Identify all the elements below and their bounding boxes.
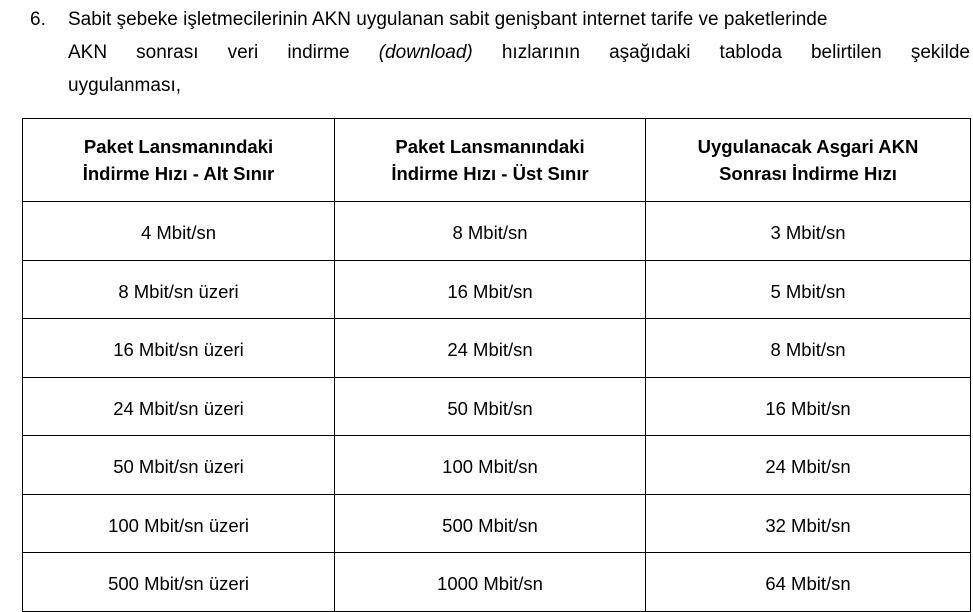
cell-upper-limit: 8 Mbit/sn <box>335 202 646 261</box>
paragraph-text-line-2-start: AKN sonrası veri indirme <box>68 42 350 63</box>
cell-min-speed: 5 Mbit/sn <box>646 260 971 319</box>
header-upper-limit <box>335 119 646 202</box>
header-upper-limit-line-2: İndirme Hızı - Üst Sınır <box>391 163 589 184</box>
paragraph-italic-term: (download) <box>378 42 473 63</box>
paragraph-line-2 <box>30 36 970 69</box>
cell-min-speed: 24 Mbit/sn <box>646 436 971 495</box>
cell-upper-limit: 24 Mbit/sn <box>335 319 646 378</box>
table-row <box>23 553 971 612</box>
table-row <box>23 494 971 553</box>
paragraph-text-line-2 <box>68 36 970 69</box>
header-lower-limit-line-1: Paket Lansmanındaki <box>83 136 274 157</box>
item-number: 6. <box>30 9 46 30</box>
table-header-row <box>23 119 971 202</box>
table-row <box>23 260 971 319</box>
cell-lower-limit: 24 Mbit/sn üzeri <box>23 377 335 436</box>
table-row <box>23 319 971 378</box>
cell-min-speed: 64 Mbit/sn <box>646 553 971 612</box>
paragraph-text-line-2-end: hızlarının aşağıdaki tabloda belirtilen şekilde <box>501 42 971 63</box>
cell-lower-limit: 100 Mbit/sn üzeri <box>23 494 335 553</box>
header-min-speed-line-1: Uygulanacak Asgari AKN <box>697 136 919 157</box>
header-min-speed <box>646 119 971 202</box>
cell-upper-limit: 1000 Mbit/sn <box>335 553 646 612</box>
cell-lower-limit: 500 Mbit/sn üzeri <box>23 553 335 612</box>
paragraph-text-line-3: uygulanması, <box>68 75 182 96</box>
header-lower-limit <box>23 119 335 202</box>
header-min-speed-line-2: Sonrası İndirme Hızı <box>719 163 897 184</box>
paragraph-line-1 <box>30 3 970 36</box>
paragraph-text-line-1: Sabit şebeke işletmecilerinin AKN uygulanan sabit genişbant internet tarife ve paketlerinde <box>68 9 828 30</box>
cell-lower-limit: 8 Mbit/sn üzeri <box>23 260 335 319</box>
header-upper-limit-line-1: Paket Lansmanındaki <box>395 136 585 157</box>
cell-upper-limit: 16 Mbit/sn <box>335 260 646 319</box>
cell-lower-limit: 16 Mbit/sn üzeri <box>23 319 335 378</box>
cell-lower-limit: 4 Mbit/sn <box>23 202 335 261</box>
regulation-paragraph <box>30 3 970 102</box>
table-row <box>23 202 971 261</box>
table-row <box>23 377 971 436</box>
cell-min-speed: 16 Mbit/sn <box>646 377 971 436</box>
table-row <box>23 436 971 495</box>
paragraph-line-3 <box>30 69 970 102</box>
header-lower-limit-line-2: İndirme Hızı - Alt Sınır <box>82 163 275 184</box>
download-speed-table <box>22 118 971 612</box>
cell-min-speed: 32 Mbit/sn <box>646 494 971 553</box>
cell-min-speed: 3 Mbit/sn <box>646 202 971 261</box>
cell-lower-limit: 50 Mbit/sn üzeri <box>23 436 335 495</box>
cell-upper-limit: 500 Mbit/sn <box>335 494 646 553</box>
cell-upper-limit: 50 Mbit/sn <box>335 377 646 436</box>
cell-min-speed: 8 Mbit/sn <box>646 319 971 378</box>
cell-upper-limit: 100 Mbit/sn <box>335 436 646 495</box>
